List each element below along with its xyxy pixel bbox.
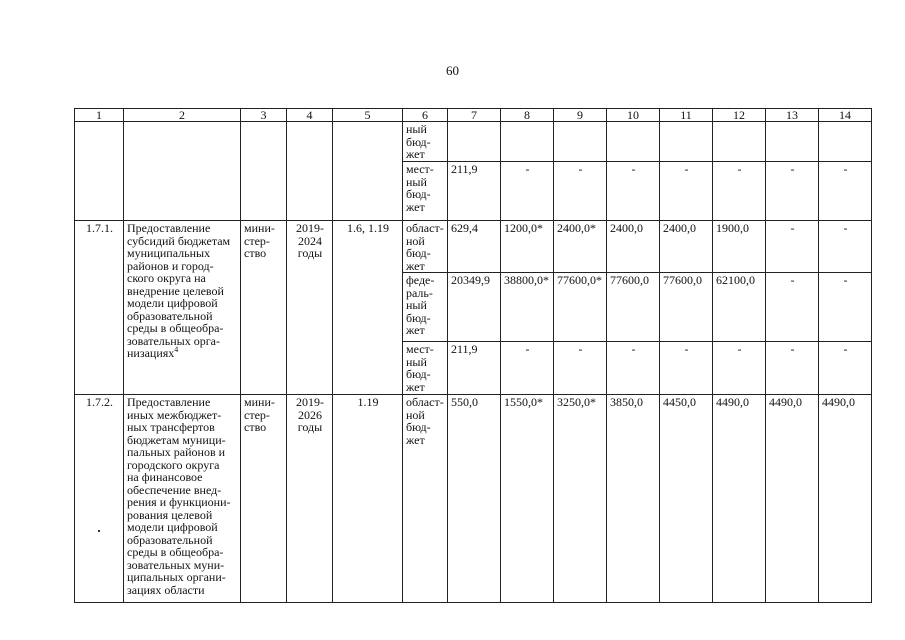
value-cell: 4490,0: [713, 395, 766, 603]
value-cell: 38800,0*: [501, 273, 554, 342]
indicator-cell: [333, 122, 403, 221]
value-cell: 3250,0*: [554, 395, 607, 603]
column-header: 10: [607, 109, 660, 122]
value-cell: -: [766, 342, 819, 395]
value-cell: -: [819, 162, 872, 221]
value-cell: -: [554, 162, 607, 221]
value-cell: 2400,0*: [554, 221, 607, 273]
value-cell: -: [607, 342, 660, 395]
table-row: [75, 122, 872, 162]
value-cell: [501, 122, 554, 162]
column-header: 4: [287, 109, 333, 122]
value-cell: [554, 122, 607, 162]
column-header: 11: [660, 109, 713, 122]
column-numbers-row: [75, 109, 872, 122]
column-header: 7: [448, 109, 501, 122]
value-cell: 77600,0*: [554, 273, 607, 342]
column-header: 9: [554, 109, 607, 122]
funding-source-cell: мест- ный бюд- жет: [403, 162, 448, 221]
value-cell: -: [501, 342, 554, 395]
value-cell: 1200,0*: [501, 221, 554, 273]
column-header: 2: [124, 109, 241, 122]
value-cell: -: [766, 273, 819, 342]
column-header: 14: [819, 109, 872, 122]
executor-cell: мини- стер- ство: [241, 395, 287, 603]
value-cell: 1550,0*: [501, 395, 554, 603]
item-name-cell: [124, 221, 241, 395]
value-cell: 550,0: [448, 395, 501, 603]
item-number-cell: 1.7.1.: [75, 221, 124, 395]
value-cell: [819, 122, 872, 162]
value-cell: -: [660, 342, 713, 395]
value-cell: 77600,0: [660, 273, 713, 342]
column-header: 8: [501, 109, 554, 122]
value-cell: 4490,0: [819, 395, 872, 603]
item-number-cell: 1.7.2.: [75, 395, 124, 603]
value-cell: 629,4: [448, 221, 501, 273]
column-header: 1: [75, 109, 124, 122]
value-cell: -: [819, 342, 872, 395]
funding-source-cell: феде- раль- ный бюд- жет: [403, 273, 448, 342]
value-cell: 3850,0: [607, 395, 660, 603]
value-cell: [766, 122, 819, 162]
value-cell: -: [713, 162, 766, 221]
footnote-marker: 4: [174, 345, 179, 354]
item-name-cell: Предоставление иных межбюджет- ных трансфертов бюджетам муници- пальных районов и городского округа на финансовое обеспечение внед- рения и функциони- рования целевой модели цифровой образовательной среды в общеобра- зовательных муни- ципальных органи- зациях области: [124, 395, 241, 603]
period-cell: 2019- 2026 годы: [287, 395, 333, 603]
column-header: 12: [713, 109, 766, 122]
executor-cell: мини- стер- ство: [241, 221, 287, 395]
executor-cell: [241, 122, 287, 221]
value-cell: -: [660, 162, 713, 221]
column-header: 6: [403, 109, 448, 122]
value-cell: 211,9: [448, 342, 501, 395]
item-number-cell: [75, 122, 124, 221]
value-cell: -: [501, 162, 554, 221]
funding-source-cell: мест- ный бюд- жет: [403, 342, 448, 395]
table-row: [75, 221, 872, 273]
funding-source-cell: област- ной бюд- жет: [403, 221, 448, 273]
indicator-cell: 1.6, 1.19: [333, 221, 403, 395]
item-name-cell: [124, 122, 241, 221]
indicator-cell: 1.19: [333, 395, 403, 603]
value-cell: 20349,9: [448, 273, 501, 342]
value-cell: -: [554, 342, 607, 395]
column-header: 13: [766, 109, 819, 122]
budget-table: [74, 108, 872, 603]
value-cell: -: [819, 273, 872, 342]
value-cell: [713, 122, 766, 162]
value-cell: -: [766, 162, 819, 221]
value-cell: -: [607, 162, 660, 221]
period-cell: 2019- 2024 годы: [287, 221, 333, 395]
value-cell: 4490,0: [766, 395, 819, 603]
value-cell: 211,9: [448, 162, 501, 221]
column-header: 3: [241, 109, 287, 122]
value-cell: [448, 122, 501, 162]
value-cell: -: [713, 342, 766, 395]
value-cell: [607, 122, 660, 162]
value-cell: -: [819, 221, 872, 273]
value-cell: -: [766, 221, 819, 273]
value-cell: 62100,0: [713, 273, 766, 342]
value-cell: 2400,0: [660, 221, 713, 273]
funding-source-cell: област- ной бюд- жет: [403, 395, 448, 603]
value-cell: 1900,0: [713, 221, 766, 273]
value-cell: [660, 122, 713, 162]
value-cell: 4450,0: [660, 395, 713, 603]
period-cell: [287, 122, 333, 221]
page-number: 60: [446, 63, 459, 78]
item-name-text: Предоставление субсидий бюджетам муниципальных районов и город- ского округа на внедрение целевой модели цифровой образовательной среды в общеобра- зовательных орга- низациях: [127, 221, 231, 360]
value-cell: 2400,0: [607, 221, 660, 273]
table-row: [75, 395, 872, 603]
column-header: 5: [333, 109, 403, 122]
value-cell: 77600,0: [607, 273, 660, 342]
funding-source-cell: ный бюд- жет: [403, 122, 448, 162]
